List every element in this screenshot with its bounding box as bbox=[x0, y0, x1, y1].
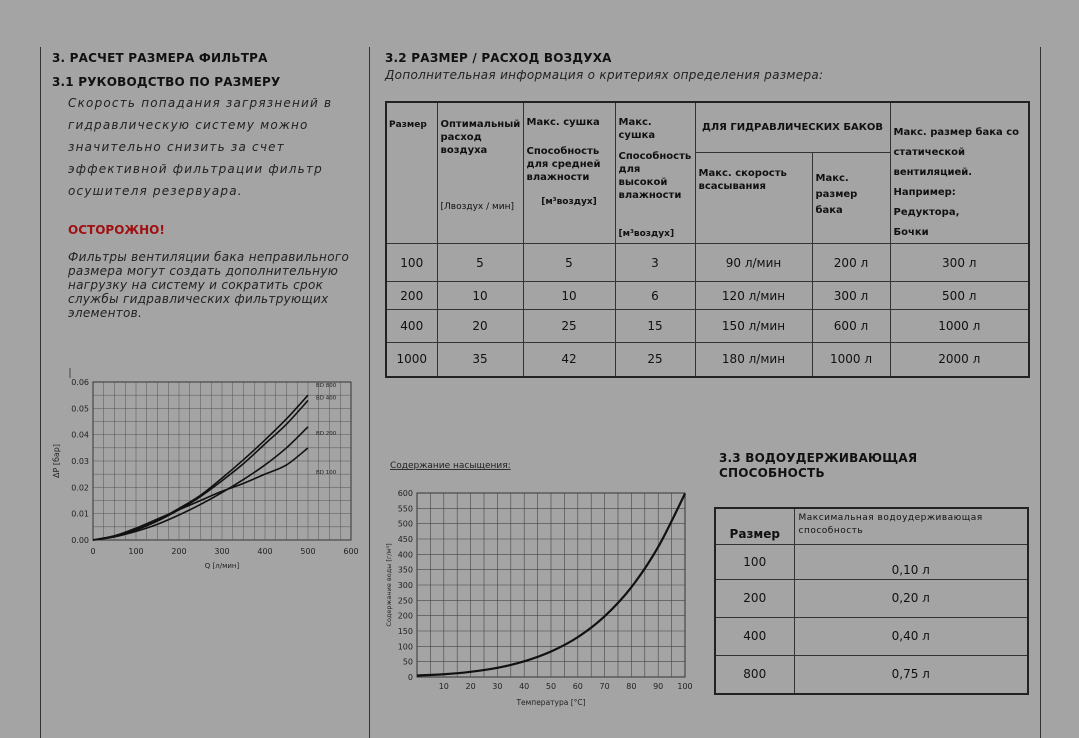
warning-line: элементов. bbox=[68, 306, 143, 320]
header-size: Размер bbox=[715, 508, 794, 544]
warning-line: службы гидравлических фильтрующих bbox=[68, 292, 329, 306]
x-tick-label: 30 bbox=[492, 682, 503, 691]
header-dry-high: Макс. сушка Способность для высокой влажности [м³воздух] bbox=[615, 102, 695, 244]
x-tick-label: 80 bbox=[626, 682, 637, 691]
section-33-title-line: СПОСОБНОСТЬ bbox=[719, 466, 825, 480]
cell: 200 л bbox=[812, 244, 890, 282]
cell: 15 bbox=[615, 310, 695, 343]
x-tick-label: 400 bbox=[257, 547, 273, 556]
legend-label: BD 400 bbox=[316, 395, 337, 402]
y-tick-label: 0.04 bbox=[71, 430, 89, 440]
right-rule bbox=[1040, 47, 1041, 738]
y-tick-label: 450 bbox=[397, 535, 413, 544]
y-tick-label: 100 bbox=[397, 642, 413, 652]
y-tick-label: 550 bbox=[397, 504, 413, 514]
table-row bbox=[386, 282, 1029, 310]
x-tick-label: 40 bbox=[519, 682, 530, 691]
section-32-title: 3.2 РАЗМЕР / РАСХОД ВОЗДУХА bbox=[385, 51, 612, 65]
y-tick-label: 150 bbox=[397, 627, 413, 636]
header-size: Размер bbox=[386, 102, 437, 244]
x-tick-label: 10 bbox=[438, 682, 449, 691]
table-row bbox=[386, 310, 1029, 343]
cell: 90 л/мин bbox=[695, 244, 812, 282]
y-tick-label: 0.02 bbox=[71, 483, 89, 493]
header-hydraulic-tanks: ДЛЯ ГИДРАВЛИЧЕСКИХ БАКОВ bbox=[695, 102, 890, 153]
intro-line: значительно снизить за счет bbox=[68, 140, 285, 154]
x-tick-label: 90 bbox=[653, 682, 664, 691]
water-capacity-table bbox=[714, 507, 1029, 695]
cell: 150 л/мин bbox=[695, 310, 812, 343]
x-tick-label: 500 bbox=[300, 547, 316, 556]
cell: 180 л/мин bbox=[695, 343, 812, 377]
cell: 0,20 л bbox=[794, 579, 1028, 617]
legend-label: BD 100 bbox=[316, 469, 337, 476]
y-tick-label: 0 bbox=[407, 673, 413, 682]
cell: 800 bbox=[715, 655, 794, 694]
y-tick-label: 0.00 bbox=[71, 536, 89, 545]
x-tick-label: 20 bbox=[465, 682, 476, 691]
table-row bbox=[715, 544, 1028, 579]
header-dry-medium: Макс. сушка Способность для средней влажности [м³воздух] bbox=[523, 102, 615, 244]
cell: 1000 л bbox=[812, 343, 890, 377]
y-tick-label: 400 bbox=[397, 550, 413, 560]
intro-line: эффективной фильтрации фильтр bbox=[68, 162, 323, 176]
subsection-title: 3.1 РУКОВОДСТВО ПО РАЗМЕРУ bbox=[52, 75, 281, 89]
cell: 10 bbox=[437, 282, 523, 310]
cell: 3 bbox=[615, 244, 695, 282]
warning-line: Фильтры вентиляции бака неправильного bbox=[68, 250, 350, 264]
y-tick-label: 500 bbox=[397, 519, 413, 529]
x-axis-label: Температура [°C] bbox=[516, 698, 586, 707]
cell: 20 bbox=[437, 310, 523, 343]
x-axis-label: Q [л/мин] bbox=[204, 562, 240, 570]
y-tick-label: 350 bbox=[397, 565, 413, 575]
y-tick-label: 300 bbox=[397, 581, 413, 590]
cell: 0,40 л bbox=[794, 617, 1028, 655]
y-axis-label: Содержание воды [г/м³] bbox=[385, 543, 393, 627]
y-tick-label: 0.01 bbox=[71, 509, 89, 519]
section-33-title bbox=[719, 451, 917, 481]
cell: 300 л bbox=[812, 282, 890, 310]
cell: 120 л/мин bbox=[695, 282, 812, 310]
cell: 25 bbox=[615, 343, 695, 377]
cell: 35 bbox=[437, 343, 523, 377]
section-33-title-line: 3.3 ВОДОУДЕРЖИВАЮЩАЯ bbox=[719, 451, 918, 465]
saturation-chart bbox=[380, 452, 700, 714]
y-tick-label: 0.06 bbox=[71, 378, 89, 387]
y-axis-label: ΔP [бар] bbox=[52, 444, 61, 478]
cell: 0,10 л bbox=[794, 544, 1028, 579]
legend-label: BD 200 bbox=[316, 430, 337, 437]
cell: 25 bbox=[523, 310, 615, 343]
header-tank-size: Макс. размер бака bbox=[812, 153, 890, 244]
airflow-table bbox=[385, 101, 1030, 378]
x-tick-label: 100 bbox=[677, 682, 693, 691]
cell: 400 bbox=[386, 310, 437, 343]
cell: 2000 л bbox=[890, 343, 1029, 377]
warning-text bbox=[68, 250, 349, 320]
x-tick-label: 60 bbox=[572, 682, 583, 691]
x-tick-label: 50 bbox=[545, 682, 557, 691]
cell: 200 bbox=[715, 579, 794, 617]
table-row bbox=[715, 617, 1028, 655]
cell: 6 bbox=[615, 282, 695, 310]
table-row bbox=[715, 655, 1028, 694]
cell: 500 л bbox=[890, 282, 1029, 310]
chart-title: Содержание насыщения: bbox=[390, 461, 511, 471]
table-row bbox=[386, 343, 1029, 377]
table-row bbox=[386, 244, 1029, 282]
header-airflow: Оптимальный расход воздуха [Лвоздух / мин] bbox=[437, 102, 523, 244]
section-32-subtitle: Дополнительная информация о критериях определения размера: bbox=[385, 68, 824, 82]
y-tick-label: 0.03 bbox=[71, 457, 89, 466]
legend-label: BD 800 bbox=[316, 383, 337, 390]
x-tick-label: 200 bbox=[171, 547, 187, 556]
intro-line: Скорость попадания загрязнений в bbox=[68, 96, 333, 110]
x-tick-label: 0 bbox=[90, 547, 96, 556]
x-tick-label: 100 bbox=[128, 547, 144, 556]
cell: 1000 bbox=[386, 343, 437, 377]
header-capacity: Максимальная водоудерживающая способность bbox=[794, 508, 1028, 544]
cell: 10 bbox=[523, 282, 615, 310]
cell: 100 bbox=[386, 244, 437, 282]
pressure-drop-chart bbox=[45, 368, 365, 578]
cell: 200 bbox=[386, 282, 437, 310]
x-tick-label: 70 bbox=[599, 682, 610, 691]
table-row bbox=[715, 579, 1028, 617]
warning-line: нагрузку на систему и сократить срок bbox=[68, 278, 324, 292]
cell: 1000 л bbox=[890, 310, 1029, 343]
cell: 5 bbox=[437, 244, 523, 282]
y-tick-label: 200 bbox=[397, 611, 413, 621]
intro-text bbox=[68, 92, 332, 202]
left-rule bbox=[40, 47, 41, 738]
cell: 5 bbox=[523, 244, 615, 282]
x-tick-label: 600 bbox=[343, 547, 359, 556]
cell: 600 л bbox=[812, 310, 890, 343]
cell: 0,75 л bbox=[794, 655, 1028, 694]
cell: 42 bbox=[523, 343, 615, 377]
intro-line: гидравлическую систему можно bbox=[68, 118, 309, 132]
cell: 100 bbox=[715, 544, 794, 579]
cell: 400 bbox=[715, 617, 794, 655]
intro-line: осушителя резервуара. bbox=[68, 184, 243, 198]
center-rule bbox=[369, 47, 370, 738]
y-tick-label: 250 bbox=[397, 596, 413, 606]
header-suction: Макс. скорость всасывания bbox=[695, 153, 812, 244]
caution-label: ОСТОРОЖНО! bbox=[68, 223, 165, 237]
y-tick-label: 0.05 bbox=[71, 404, 89, 414]
warning-line: размера могут создать дополнительную bbox=[68, 264, 339, 278]
cell: 300 л bbox=[890, 244, 1029, 282]
y-tick-label: 600 bbox=[397, 489, 413, 498]
x-tick-label: 300 bbox=[214, 547, 230, 556]
header-static-tank: Макс. размер бака со статической вентиляцией. Например: Редуктора, Бочки bbox=[890, 102, 1029, 244]
section-title: 3. РАСЧЕТ РАЗМЕРА ФИЛЬТРА bbox=[52, 51, 268, 65]
y-tick-label: 50 bbox=[402, 657, 413, 667]
